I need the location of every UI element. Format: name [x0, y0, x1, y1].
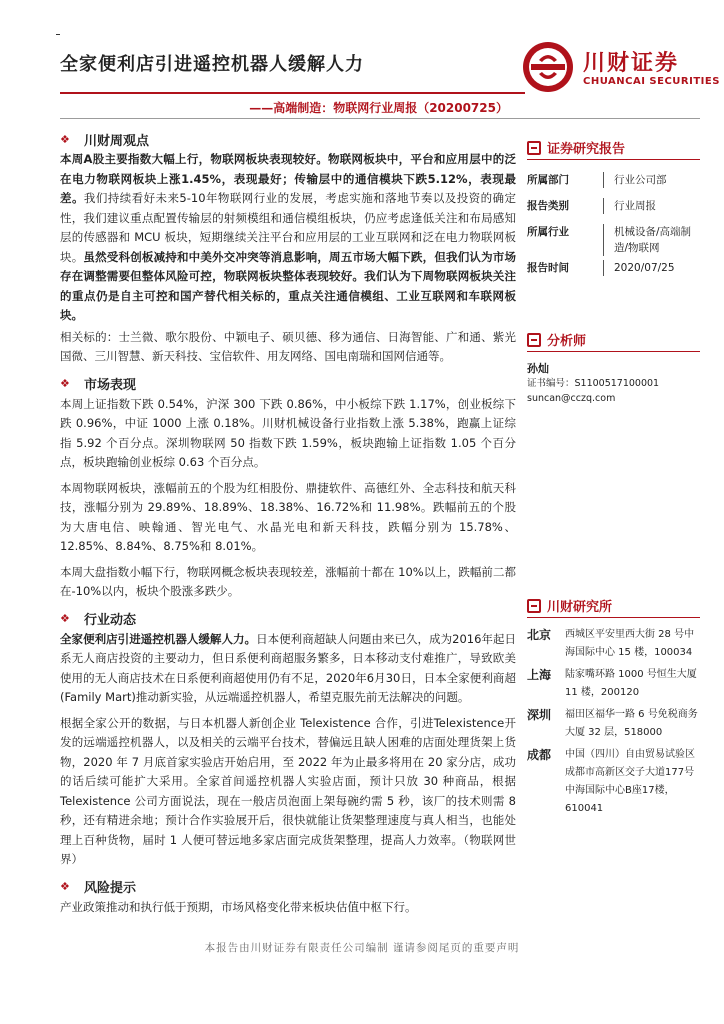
- logo-english-name: CHUANCAI SECURITIES: [583, 76, 720, 87]
- sidebar-header-analyst: [527, 328, 700, 352]
- market-paragraph-1: 本周上证指数下跌 0.54%，沪深 300 下跌 0.86%，中小板综下跌 1.17%，创业板综下跌 0.96%，中证 1000 上涨 0.18%。川财机械设备行业指数上涨 5.38%，跑赢上证综指 5.92 个百分点。深圳物联网 50 指数下跌 1.59%，板块跑输上证指数 1.05 个百分点，板块跑输创业板综 0.63 个百分点。: [60, 396, 516, 469]
- section-header-risk: [60, 876, 516, 898]
- section-title: 行业动态: [84, 613, 137, 628]
- sidebar: [527, 136, 700, 822]
- brand-logo: [521, 40, 720, 96]
- section-title: 风险提示: [84, 881, 137, 896]
- diamond-icon: ❖: [60, 880, 70, 893]
- corner-mark: [56, 34, 60, 35]
- industry-paragraph-1: [60, 630, 516, 708]
- office-city: 北京: [527, 628, 552, 642]
- market-paragraph-3: 本周大盘指数小幅下行，物联网概念板块表现较差，涨幅前十都在 10%以上，跌幅前二都在-10%以内，板块个股涨多跌少。: [60, 564, 516, 598]
- viewpoint-bold-text: 本周A股主要指数大幅上行，物联网板块表现较好。物联网板块中，平台和应用层中的泛在电力物联网板块上涨1.45%，表现最好；传输层中的通信模块下跌5.12%，表现最差。: [60, 152, 516, 205]
- info-value: 机械设备/高端制造/物联网: [603, 224, 700, 256]
- section-header-industry: [60, 608, 516, 630]
- office-city: 成都: [527, 748, 552, 762]
- header-divider: [60, 92, 525, 94]
- report-icon: [527, 141, 541, 155]
- market-paragraph-2: 本周物联网板块，涨幅前五的个股为红相股份、鼎捷软件、高德红外、全志科技和航天科技，涨幅分别为 29.89%、18.89%、18.38%、16.72%和 11.98%。跌幅前五的个股为大唐电信、映翰通、智光电气、水晶光电和新天科技，跌幅分别为 15.78%、12.85%、8.84%、8.75%和 8.01%。: [60, 480, 516, 553]
- sidebar-header-institute: [527, 594, 700, 618]
- section-header-market: [60, 373, 516, 395]
- section-header-viewpoint: [60, 128, 516, 150]
- info-row: [527, 168, 700, 194]
- chuancai-logo-icon: [521, 40, 575, 94]
- analyst-icon: [527, 333, 541, 347]
- analyst-email: suncan@cczq.com: [527, 393, 616, 404]
- info-key: 所属行业: [527, 226, 569, 238]
- office-item: [527, 706, 700, 742]
- industry-bold-text: 全家便利店引进遥控机器人缓解人力。: [60, 631, 257, 646]
- section-title: 市场表现: [84, 378, 137, 393]
- viewpoint-bold-text-2: 虽然受科创板减持和中美外交冲突等消息影响，周五市场大幅下跌，但我们认为市场存在调整需要但整体风险可控，物联网板块整体表现较好。我们认为下周物联网板块关注的重点仍是自主可控和国产替代相关标的，重点关注通信模组、工业互联网和车联网板块。: [60, 249, 517, 322]
- office-item: [527, 626, 700, 662]
- page-footer: 本报告由川财证券有限责任公司编制 谨请参阅尾页的重要声明: [204, 942, 520, 954]
- industry-paragraph-2: 根据全家公开的数据，与日本机器人新创企业 Telexistence 合作，引进Telexistence开发的远端遥控机器人，以及相关的云端平台技术，替偏远且缺人困难的店面处理货架上货物，2020 年 7 月底首家实验店开始启用，至 2022 年为止最多将用在 20 家分店，成功的话后续可能扩大采用。全家首间遥控机器人实验店面，预计只放 30 种商品，根据 Telexistence 公司方面说法，现在一般店员泡面上架每碗约需 5 秒，该厂的技术则需 8 秒，还有精进余地；预计合作实验展开后，很快就能让货架整理速度与真人相当，也能处理上百种货物，届时 1 人便可替远地多家店面完成货架整理，提高人力效率。（物联网世界）: [60, 715, 516, 866]
- risk-paragraph: 产业政策推动和执行低于预期，市场风格变化带来板块估值中枢下行。: [60, 899, 417, 914]
- info-row: [527, 256, 700, 282]
- info-key: 报告类别: [527, 200, 569, 212]
- office-city: 深圳: [527, 708, 552, 722]
- analyst-name: 孙灿: [527, 362, 549, 375]
- sidebar-title: 川财研究所: [547, 600, 613, 615]
- viewpoint-paragraph: [60, 150, 516, 326]
- section-title: 川财周观点: [84, 133, 150, 149]
- diamond-icon: ❖: [60, 377, 70, 390]
- info-value: 2020/07/25: [603, 260, 700, 276]
- info-value: 行业公司部: [603, 172, 700, 188]
- office-item: [527, 666, 700, 702]
- report-subtitle: ——高端制造：物联网行业周报（20200725）: [249, 101, 508, 115]
- institute-icon: [527, 599, 541, 613]
- sidebar-title: 分析师: [547, 334, 587, 349]
- office-item: [527, 746, 700, 818]
- sidebar-title: 证券研究报告: [547, 142, 626, 157]
- header-divider-thin: [60, 118, 700, 119]
- office-address: 西城区平安里西大街 28 号中海国际中心 15 楼，100034: [565, 629, 695, 658]
- industry-normal-text: 日本便利商超缺人问题由来已久，成为2016年起日系无人商店投资的主要动力，但日系便利商超服务繁多，日本移动支付难推广，导致欧美使用的无人商店技术在日系便利商超使用仍有不足，2020年6月30日，日本全家便利商超(Family Mart)推动新实验，从远端遥控机器人，希望克服先前无法解决的问题。: [60, 631, 517, 704]
- main-content: [60, 124, 516, 923]
- diamond-icon: ❖: [60, 132, 70, 146]
- info-key: 所属部门: [527, 174, 569, 186]
- page-title: 全家便利店引进遥控机器人缓解人力: [60, 54, 364, 75]
- office-address: 中国（四川）自由贸易试验区成都市高新区交子大道177号中海国际中心B座17楼，610041: [565, 749, 695, 814]
- office-city: 上海: [527, 668, 552, 682]
- logo-chinese-name: 川财证券: [583, 51, 680, 76]
- info-row: [527, 220, 700, 256]
- sidebar-header-report: [527, 136, 700, 160]
- diamond-icon: ❖: [60, 612, 70, 625]
- info-row: [527, 194, 700, 220]
- related-stocks-paragraph: 相关标的：士兰微、歌尔股份、中颖电子、硕贝德、移为通信、日海智能、广和通、紫光国微、三川智慧、新天科技、宝信软件、用友网络、国电南瑞和国网信通等。: [60, 329, 516, 363]
- office-address: 陆家嘴环路 1000 号恒生大厦 11 楼，200120: [565, 669, 697, 698]
- analyst-cert: 证书编号：S1100517100001: [527, 378, 660, 389]
- office-address: 福田区福华一路 6 号免税商务大厦 32 层，518000: [565, 709, 698, 738]
- info-value: 行业周报: [603, 198, 700, 214]
- viewpoint-normal-text: 我们持续看好未来5-10年物联网行业的发展，考虑实施和落地节奏以及投资的确定性，我们建议重点配置传输层的射频模组和通信模组板块，仍应考虑逢低关注和布局感知层的传感器和 MCU 板块，短期继续关注平台和应用层的工业互联网和泛在电力物联网板块。: [60, 191, 516, 264]
- info-key: 报告时间: [527, 262, 569, 274]
